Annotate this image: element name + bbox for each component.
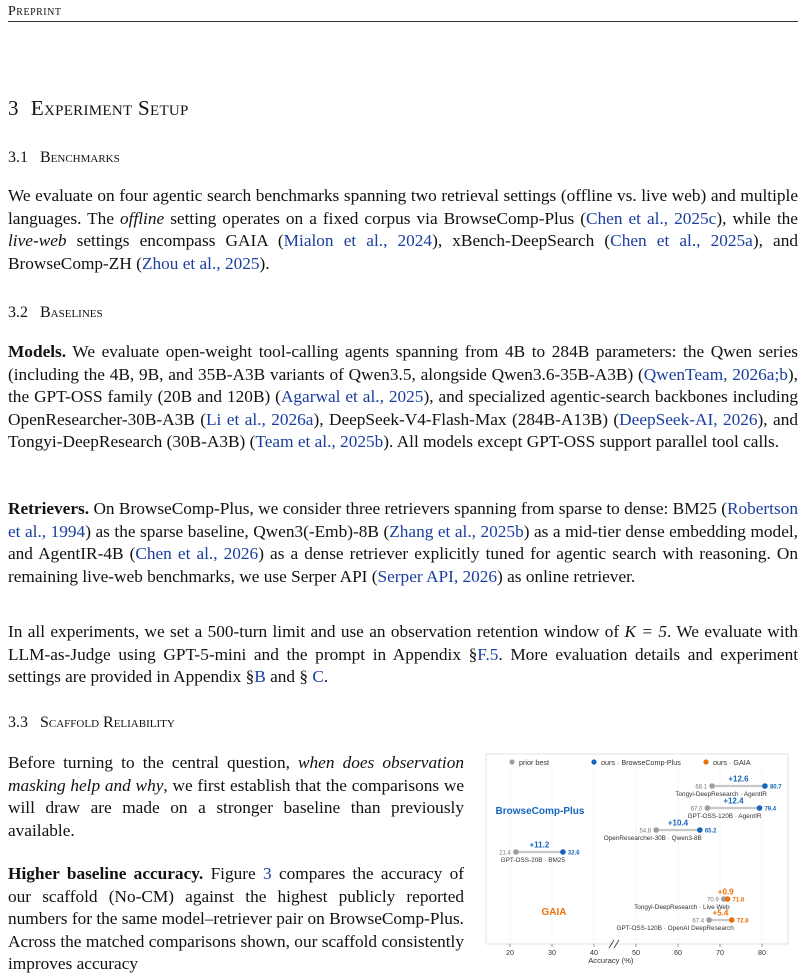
running-head: Preprint: [8, 4, 798, 22]
citation-link[interactable]: Chen et al., 2025a: [610, 231, 753, 250]
baseline-accuracy-paragraph: Higher baseline accuracy. Figure 3 compares the accuracy of our scaffold (No-CM) against the highest publicly reported numbers for the same model–retriever pair on BrowseComp-Plus. Across the matched comparisons shown, our scaffold consistently improves accuracy: [8, 864, 465, 973]
section-title: 3 Experiment Setup: [8, 96, 189, 120]
legend-label: ours · GAIA: [713, 758, 751, 767]
ours-value-label: 32.6: [567, 850, 580, 857]
group-label: GAIA: [541, 907, 567, 918]
x-tick-label: 60: [674, 948, 682, 957]
ours-value-label: 72.8: [736, 918, 749, 925]
row-label: Tongyi-DeepResearch · AgentIR: [675, 791, 767, 798]
group-label: BrowseComp-Plus: [495, 806, 585, 817]
ours-point: [729, 917, 735, 923]
subsection-scaffold-title: 3.3 Scaffold Reliability: [8, 714, 175, 731]
row-label: Tongyi-DeepResearch · Live Web: [634, 904, 730, 911]
citation-link[interactable]: Robertson et al., 1994: [8, 499, 798, 541]
citation-link[interactable]: QwenTeam, 2026a;b: [643, 364, 788, 384]
x-tick-label: 80: [758, 948, 766, 957]
x-tick-label: 40: [590, 948, 598, 957]
baseline-accuracy-heading: Higher baseline accuracy.: [8, 864, 204, 883]
delta-label: +10.4: [667, 818, 689, 828]
subsection-benchmarks-title: 3.1 Benchmarks: [8, 149, 120, 166]
x-axis-label: Accuracy (%): [588, 956, 634, 965]
x-tick-label: 50: [632, 948, 640, 957]
citation-link[interactable]: Team et al., 2025b: [255, 432, 384, 451]
ours-value-label: 71.8: [732, 897, 745, 904]
row-label: OpenResearcher-30B · Qwen3-8B: [603, 835, 702, 842]
legend-marker: [591, 759, 596, 764]
models-paragraph: Models. We evaluate open-weight tool-calling agents spanning from 4B to 284B parameters: the Qwen series (including the 4B, 9B, and 35B-A3B variants of Qwen3.5, alongside Qwen3.6-35B-A3B) (QwenTeam, 2026a;b), the GPT-OSS family (20B and 120B) (Agarwal et al., 2025), and specialized agentic-search backbones including OpenResearcher-30B-A3B (Li et al., 2026a), DeepSeek-V4-Flash-Max (284B-A13B) (DeepSeek-AI, 2026), and Tongyi-DeepResearch (30B-A3B) (Team et al., 2025b). All models except GPT-OSS support parallel tool calls.: [8, 342, 799, 451]
ours-point: [762, 783, 768, 789]
prior-best-point: [653, 827, 659, 833]
citation-link[interactable]: Li et al., 2026a: [206, 409, 314, 429]
x-tick-label: 30: [548, 948, 556, 957]
prior-value-label: 54.8: [639, 828, 652, 835]
ours-point: [560, 849, 566, 855]
citation-link[interactable]: DeepSeek-AI, 2026: [619, 409, 758, 429]
ours-value-label: 65.2: [704, 828, 717, 835]
legend-label: ours · BrowseComp-Plus: [601, 758, 681, 767]
benchmarks-paragraph: We evaluate on four agentic search benchmarks spanning two retrieval settings (offline vs. live web) and multiple languages. The offline setting operates on a fixed corpus via BrowseComp-Plus (Chen et al., 2025c), while the live-web settings encompass GAIA (Mialon et al., 2024), xBench-DeepSearch (Chen et al., 2025a), and BrowseComp-ZH (Zhou et al., 2025).: [8, 186, 798, 273]
citation-link[interactable]: Serper API, 2026: [377, 566, 498, 586]
prior-value-label: 67.4: [692, 918, 705, 925]
legend-marker: [509, 759, 514, 764]
x-tick-label: 70: [716, 948, 724, 957]
row-label: GPT-OSS-20B · BM25: [500, 857, 565, 864]
ours-point: [757, 805, 763, 811]
prior-best-point: [513, 849, 519, 855]
retrievers-heading: Retrievers.: [8, 499, 90, 518]
delta-label: +11.2: [529, 840, 550, 850]
appendix-link[interactable]: B: [254, 667, 266, 686]
prior-best-point: [706, 917, 712, 923]
appendix-link[interactable]: F.5: [477, 644, 499, 664]
accuracy-dumbbell-chart: [484, 752, 790, 974]
prior-value-label: 68.1: [695, 784, 708, 791]
row-label: GPT-OSS-120B · AgentIR: [687, 813, 762, 820]
prior-best-point: [705, 805, 711, 811]
citation-link[interactable]: Zhang et al., 2025b: [389, 521, 524, 541]
figure-link[interactable]: 3: [263, 864, 272, 883]
ours-value-label: 79.4: [764, 806, 777, 813]
retrievers-paragraph: Retrievers. On BrowseComp-Plus, we consider three retrievers spanning from sparse to dense: BM25 (Robertson et al., 1994) as the sparse baseline, Qwen3(-Emb)-8B (Zhang et al., 2025b) as a mid-tier dense embedding model, and AgentIR-4B (Chen et al., 2026) as a dense retriever explicitly tuned for agentic search with reasoning. On remaining live-web benchmarks, we use Serper API (Serper API, 2026) as online retriever.: [8, 499, 798, 586]
ours-point: [697, 827, 703, 833]
models-heading: Models.: [8, 342, 67, 361]
delta-label: +12.6: [728, 774, 749, 784]
citation-link[interactable]: Zhou et al., 2025: [141, 253, 260, 273]
citation-link[interactable]: Mialon et al., 2024: [283, 231, 433, 250]
legend-marker: [703, 759, 708, 764]
citation-link[interactable]: Chen et al., 2025c: [586, 208, 717, 228]
prior-value-label: 21.4: [499, 850, 511, 857]
experiment-settings-paragraph: In all experiments, we set a 500-turn limit and use an observation retention window of K = 5. We evaluate with LLM-as-Judge using GPT-5-mini and the prompt in Appendix §F.5. More evaluation details and experiment settings are provided in Appendix §B and § C.: [8, 622, 799, 686]
citation-link[interactable]: Agarwal et al., 2025: [280, 387, 424, 406]
delta-label: +12.4: [723, 796, 744, 806]
prior-best-point: [709, 783, 715, 789]
appendix-link[interactable]: C: [312, 667, 324, 686]
prior-value-label: 70.9: [707, 897, 719, 904]
legend-label: prior best: [519, 758, 549, 767]
ours-point: [725, 896, 731, 902]
x-tick-label: 20: [506, 948, 514, 957]
subsection-baselines-title: 3.2 Baselines: [8, 304, 103, 321]
prior-value-label: 67.0: [690, 806, 703, 813]
citation-link[interactable]: Chen et al., 2026: [135, 544, 259, 563]
delta-label: +0.9: [717, 887, 734, 897]
scaffold-intro-paragraph: Before turning to the central question, when does observation masking help and why, we first establish that the comparisons we will draw are made on a stronger baseline than previously available.: [8, 753, 464, 840]
delta-label: +5.4: [712, 908, 729, 918]
row-label: GPT-OSS-120B · OpenAI DeepResearch: [616, 925, 734, 932]
ours-value-label: 80.7: [769, 784, 782, 791]
